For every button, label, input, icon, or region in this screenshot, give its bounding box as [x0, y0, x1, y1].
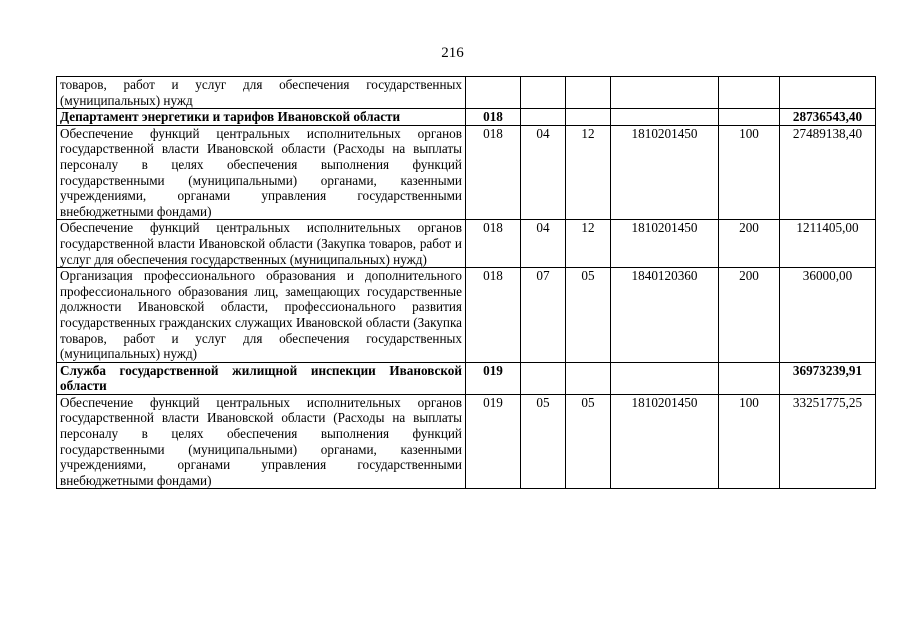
- page-number: 216: [441, 45, 464, 61]
- row-target: 1810201450: [611, 394, 719, 489]
- table-row: [57, 394, 876, 489]
- row-target: [611, 109, 719, 126]
- row-name: Организация профессионального образования и дополнительного профессионального образования лиц, замещающих государственные должности Ивановской области, профессионального развития государственных гражданских служащих Ивановской области (Закупка товаров, работ и услуг для обеспечения государственных (муниципальных) нужд): [57, 268, 466, 363]
- row-name: Служба государственной жилищной инспекции Ивановской области: [57, 362, 466, 394]
- table-row: [57, 220, 876, 268]
- row-subsection: [566, 109, 611, 126]
- row-section: 04: [521, 220, 566, 268]
- row-code: 018: [466, 109, 521, 126]
- row-section: [521, 362, 566, 394]
- row-amount: 1211405,00: [780, 220, 876, 268]
- row-name: Обеспечение функций центральных исполнительных органов государственной власти Ивановской области (Расходы на выплаты персоналу в целях обеспечения выполнения функций государственными (муниципальными) органами, казенными учреждениями, органами управления государственными внебюджетными фондами): [57, 394, 466, 489]
- row-expense-type: 100: [719, 394, 780, 489]
- row-section: 05: [521, 394, 566, 489]
- row-name: Обеспечение функций центральных исполнительных органов государственной власти Ивановской области (Закупка товаров, работ и услуг для обеспечения государственных (муниципальных) нужд): [57, 220, 466, 268]
- row-amount: 27489138,40: [780, 125, 876, 220]
- row-amount: [780, 77, 876, 109]
- row-subsection: 05: [566, 268, 611, 363]
- row-name: Департамент энергетики и тарифов Ивановской области: [57, 109, 466, 126]
- row-expense-type: 100: [719, 125, 780, 220]
- row-target: [611, 362, 719, 394]
- table-row: [57, 77, 876, 109]
- row-expense-type: [719, 77, 780, 109]
- row-amount: 36973239,91: [780, 362, 876, 394]
- table-row: [57, 109, 876, 126]
- row-code: 019: [466, 394, 521, 489]
- budget-table: [56, 76, 876, 489]
- row-target: [611, 77, 719, 109]
- row-code: 018: [466, 125, 521, 220]
- row-amount: 33251775,25: [780, 394, 876, 489]
- row-expense-type: [719, 362, 780, 394]
- row-amount: 36000,00: [780, 268, 876, 363]
- table-row: [57, 268, 876, 363]
- row-subsection: 12: [566, 125, 611, 220]
- row-code: [466, 77, 521, 109]
- row-section: [521, 77, 566, 109]
- row-name: Обеспечение функций центральных исполнительных органов государственной власти Ивановской области (Расходы на выплаты персоналу в целях обеспечения выполнения функций государственными (муниципальными) органами, казенными учреждениями, органами управления государственными внебюджетными фондами): [57, 125, 466, 220]
- table-row: [57, 125, 876, 220]
- row-expense-type: [719, 109, 780, 126]
- row-subsection: 12: [566, 220, 611, 268]
- row-expense-type: 200: [719, 220, 780, 268]
- row-amount: 28736543,40: [780, 109, 876, 126]
- row-code: 019: [466, 362, 521, 394]
- row-code: 018: [466, 220, 521, 268]
- row-target: 1810201450: [611, 220, 719, 268]
- table-row: [57, 362, 876, 394]
- row-expense-type: 200: [719, 268, 780, 363]
- row-subsection: [566, 77, 611, 109]
- row-section: 04: [521, 125, 566, 220]
- row-name: товаров, работ и услуг для обеспечения государственных (муниципальных) нужд: [57, 77, 466, 109]
- row-subsection: 05: [566, 394, 611, 489]
- row-code: 018: [466, 268, 521, 363]
- row-section: [521, 109, 566, 126]
- row-subsection: [566, 362, 611, 394]
- row-section: 07: [521, 268, 566, 363]
- row-target: 1810201450: [611, 125, 719, 220]
- row-target: 1840120360: [611, 268, 719, 363]
